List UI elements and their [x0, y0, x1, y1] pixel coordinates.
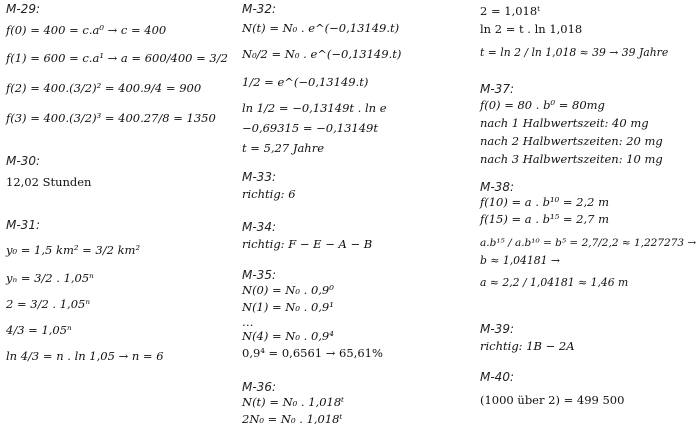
math-line: f(10) = a . b¹⁰ = 2,2 m: [480, 195, 610, 209]
section-m32: [242, 2, 467, 158]
section-heading: M-33:: [242, 170, 276, 184]
section-m38: [480, 180, 696, 292]
section-m37: [480, 82, 670, 168]
math-line: 2N₀ = N₀ . 1,018ᵗ: [242, 412, 343, 426]
math-line: 2 = 1,018ᵗ: [480, 4, 541, 18]
math-line: t = 5,27 Jahre: [242, 141, 325, 155]
math-line: 1/2 = e^(−0,13149.t): [242, 75, 369, 89]
section-heading: M-31:: [6, 218, 40, 232]
math-line: N(0) = N₀ . 0,9⁰: [242, 283, 334, 297]
math-line: …: [242, 315, 254, 329]
section-m40: [480, 370, 670, 410]
math-line: N(4) = N₀ . 0,9⁴: [242, 329, 334, 343]
math-line: f(0) = 80 . b⁰ = 80mg: [480, 98, 605, 112]
section-heading: M-32:: [242, 2, 276, 16]
section-m30: [6, 154, 228, 192]
math-line: yₙ = 3/2 . 1,05ⁿ: [6, 271, 94, 285]
section-heading: M-30:: [6, 154, 40, 168]
section-m34: [242, 220, 467, 254]
section-m31: [6, 218, 228, 366]
section-m33: [242, 170, 467, 204]
section-heading: M-29:: [6, 2, 40, 16]
math-line: b ≈ 1,04181 →: [480, 254, 560, 267]
math-line: ln 4/3 = n . ln 1,05 → n = 6: [6, 349, 164, 363]
math-line: ln 1/2 = −0,13149t . ln e: [242, 101, 387, 115]
math-line: f(15) = a . b¹⁵ = 2,7 m: [480, 212, 610, 226]
section-heading: M-35:: [242, 268, 276, 282]
math-line: N₀/2 = N₀ . e^(−0,13149.t): [242, 47, 402, 61]
math-line: nach 2 Halbwertszeiten: 20 mg: [480, 134, 663, 148]
text-line: 12,02 Stunden: [6, 175, 92, 189]
section-m29: [6, 2, 228, 128]
section-m36-continued: [480, 2, 670, 62]
math-line: a ≈ 2,2 / 1,04181 ≈ 1,46 m: [480, 276, 629, 289]
section-m36: [242, 380, 467, 428]
math-line: ln 2 = t . ln 1,018: [480, 22, 583, 36]
section-heading: M-39:: [480, 322, 514, 336]
math-line: a.b¹⁵ / a.b¹⁰ = b⁵ = 2,7/2,2 ≈ 1,227273 →: [480, 237, 696, 249]
section-heading: M-37:: [480, 82, 514, 96]
math-line: nach 1 Halbwertszeit: 40 mg: [480, 116, 649, 130]
math-line: richtig: 1B − 2A: [480, 339, 575, 353]
section-m39: [480, 322, 670, 356]
math-line: richtig: F − E − A − B: [242, 237, 373, 251]
math-line: (1000 über 2) = 499 500: [480, 393, 625, 407]
section-m35: [242, 268, 467, 362]
section-heading: M-36:: [242, 380, 276, 394]
math-line: richtig: 6: [242, 187, 296, 201]
math-line: f(1) = 600 = c.a¹ → a = 600/400 = 3/2: [6, 51, 228, 65]
math-line: y₀ = 1,5 km² = 3/2 km²: [6, 243, 141, 257]
math-line: f(2) = 400.(3/2)² = 400.9/4 = 900: [6, 81, 202, 95]
section-heading: M-38:: [480, 180, 514, 194]
math-line: N(t) = N₀ . e^(−0,13149.t): [242, 21, 400, 35]
math-line: f(3) = 400.(3/2)³ = 400.27/8 = 1350: [6, 111, 216, 125]
math-line: f(0) = 400 = c.a⁰ → c = 400: [6, 23, 167, 37]
math-line: N(1) = N₀ . 0,9¹: [242, 300, 334, 314]
math-line: t = ln 2 / ln 1,018 ≈ 39 → 39 Jahre: [480, 46, 669, 59]
math-line: 0,9⁴ = 0,6561 → 65,61%: [242, 346, 383, 360]
section-heading: M-40:: [480, 370, 514, 384]
math-line: 2 = 3/2 . 1,05ⁿ: [6, 297, 91, 311]
section-heading: M-34:: [242, 220, 276, 234]
math-line: nach 3 Halbwertszeiten: 10 mg: [480, 152, 663, 166]
math-line: −0,69315 = −0,13149t: [242, 121, 378, 135]
math-line: 4/3 = 1,05ⁿ: [6, 323, 72, 337]
math-line: N(t) = N₀ . 1,018ᵗ: [242, 395, 345, 409]
